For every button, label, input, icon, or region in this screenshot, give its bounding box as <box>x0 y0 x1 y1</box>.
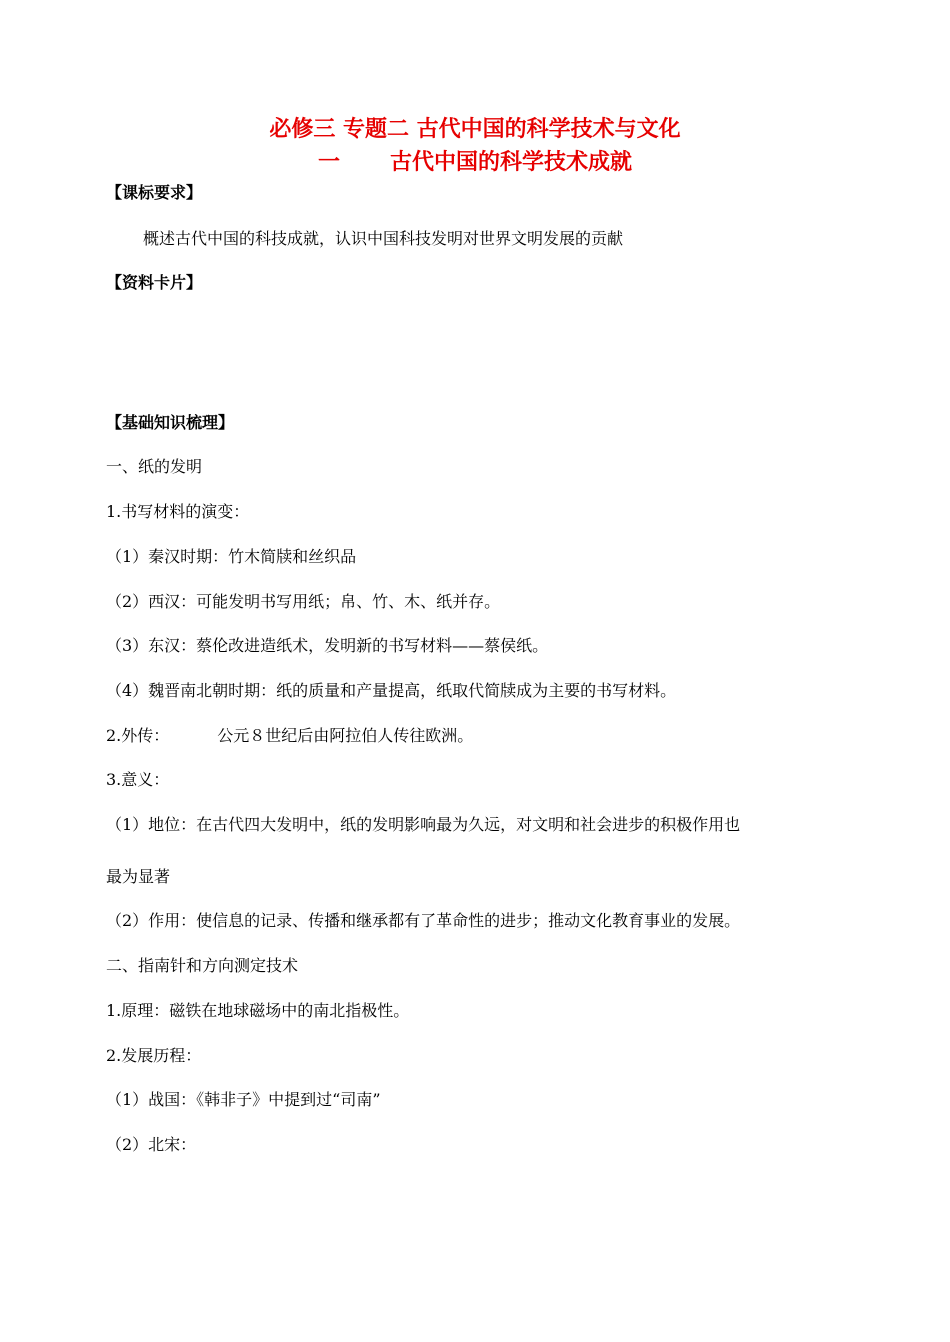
curriculum-heading: 【课标要求】 <box>106 183 203 202</box>
materials-heading: 【资料卡片】 <box>106 273 203 292</box>
subtitle-text: 古代中国的科学技术成就 <box>389 150 632 175</box>
compass-item-1: 1.原理：磁铁在地球磁场中的南北指极性。 <box>106 1001 410 1020</box>
title-line-1: 必修三 专题二 古代中国的科学技术与文化 <box>269 117 681 142</box>
paper-item-1-4: （4）魏晋南北朝时期：纸的质量和产量提高，纸取代简牍成为主要的书写材料。 <box>106 681 677 700</box>
compass-item-2: 2.发展历程： <box>106 1046 202 1065</box>
compass-item-2-1: （1）战国：《韩非子》中提到过“司南” <box>106 1090 381 1109</box>
paper-item-3-1: （1）地位：在古代四大发明中，纸的发明影响最为久远，对文明和社会进步的积极作用也 <box>106 815 741 834</box>
subtitle-number: 一 <box>317 150 340 175</box>
paper-item-3-1-cont: 最为显著 <box>106 867 171 886</box>
paper-item-1-2: （2）西汉：可能发明书写用纸；帛、竹、木、纸并存。 <box>106 592 501 611</box>
paper-section-title: 一、纸的发明 <box>106 457 203 476</box>
basics-heading: 【基础知识梳理】 <box>106 413 235 432</box>
paper-item-1-1: （1）秦汉时期：竹木简牍和丝织品 <box>106 547 357 566</box>
paper-item-3-2: （2）作用：使信息的记录、传播和继承都有了革命性的进步；推动文化教育事业的发展。 <box>106 911 741 930</box>
paper-item-2-text: 公元８世纪后由阿拉伯人传往欧洲。 <box>217 726 474 745</box>
curriculum-text: 概述古代中国的科技成就，认识中国科技发明对世界文明发展的贡献 <box>143 229 624 248</box>
paper-item-2-label: 2.外传： <box>106 726 170 745</box>
paper-item-1: 1.书写材料的演变： <box>106 502 250 521</box>
document-subtitle <box>0 148 950 178</box>
paper-item-1-3: （3）东汉：蔡伦改进造纸术，发明新的书写材料——蔡侯纸。 <box>106 636 549 655</box>
paper-item-3: 3.意义： <box>106 770 170 789</box>
compass-section-title: 二、指南针和方向测定技术 <box>106 956 299 975</box>
compass-item-2-2: （2）北宋： <box>106 1135 197 1154</box>
paper-item-2 <box>106 725 473 747</box>
document-title <box>0 115 950 145</box>
